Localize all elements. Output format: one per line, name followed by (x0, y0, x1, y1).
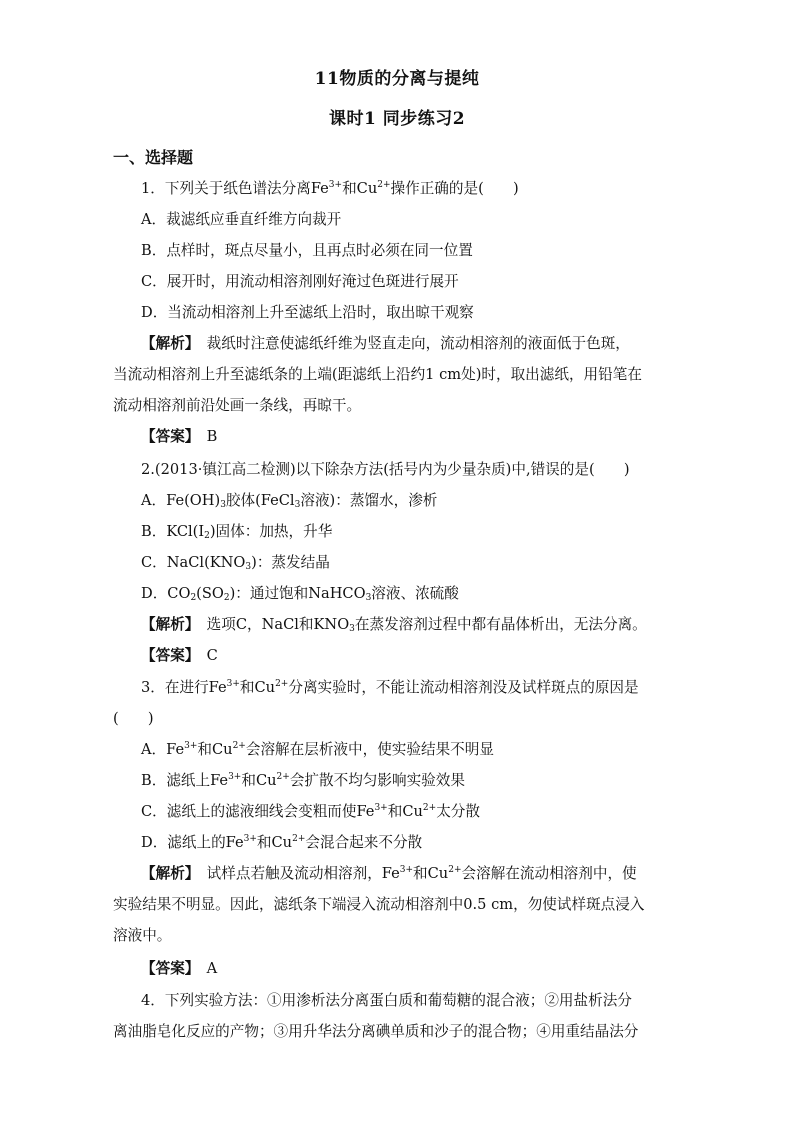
q3-analysis-line3: 溶液中。 (113, 927, 172, 944)
q3-answer-tag: 【答案】 (141, 960, 193, 977)
section-heading: 一、选择题 (113, 148, 194, 167)
q2-option-d: D．$CO_2(SO_2)$：通过饱和NaHCO$_3$溶液、浓硫酸 (141, 585, 459, 603)
q1-stem: 1．下列关于纸色谱法分离$Fe^{3+}$和$Cu^{2+}$操作正确的是( ) (141, 180, 519, 197)
q2-analysis-tag: 【解析】 (141, 616, 193, 633)
document-subtitle: 课时1 同步练习2 (328, 109, 466, 129)
q2-analysis: 【解析】 选项C，NaCl和$KNO_3$在蒸发溶剂过程中都有晶体析出，无法分离。 (141, 616, 647, 634)
q1-analysis-line2: 当流动相溶剂上升至滤纸条的上端(距滤纸上沿约1 cm处)时，取出滤纸，用铅笔在 (113, 366, 642, 383)
q3-option-d: D．滤纸上的$Fe^{3+}$和$Cu^{2+}$会混合起来不分散 (141, 834, 423, 851)
q3-answer: 【答案】 A (141, 960, 218, 977)
q3-stem-line2: ( ) (113, 710, 154, 727)
q2-stem: 2.(2013·镇江高二检测)以下除杂方法(括号内为少量杂质)中,错误的是( ) (141, 461, 630, 478)
q4-stem-line1: 4．下列实验方法：①用渗析法分离蛋白质和葡萄糖的混合液；②用盐析法分 (141, 992, 632, 1009)
q3-analysis-tag: 【解析】 (141, 865, 193, 882)
q3-stem: 3．在进行$Fe^{3+}$和$Cu^{2+}$分离实验时，不能让流动相溶剂没及试样斑点的原因是 (141, 679, 639, 696)
q1-analysis-line1: 【解析】 裁纸时注意使滤纸纤维为竖直走向，流动相溶剂的液面低于色斑， (141, 335, 630, 352)
q3-option-c: C．滤纸上的滤液细线会变粗而使$Fe^{3+}$和$Cu^{2+}$太分散 (141, 803, 480, 820)
q1-option-d: D．当流动相溶剂上升至滤纸上沿时，取出晾干观察 (141, 304, 474, 321)
q1-option-a: A．裁滤纸应垂直纤维方向裁开 (141, 211, 342, 228)
q1-analysis-tag: 【解析】 (141, 335, 193, 352)
q1-option-b: B．点样时，斑点尽量小，且再点时必须在同一位置 (141, 242, 473, 259)
q2-option-b: B．$KCl(I_2)$固体：加热，升华 (141, 523, 333, 541)
q4-stem-line2: 离油脂皂化反应的产物；③用升华法分离碘单质和沙子的混合物；④用重结晶法分 (113, 1023, 639, 1040)
document-title: 11物质的分离与提纯 (314, 69, 480, 89)
q3-option-a: A．$Fe^{3+}$和$Cu^{2+}$会溶解在层析液中，使实验结果不明显 (141, 741, 494, 758)
q1-answer-tag: 【答案】 (141, 428, 193, 445)
q2-option-c: C．$NaCl(KNO_3)$：蒸发结晶 (141, 554, 330, 572)
q2-option-a: A．$Fe(OH)_3$胶体(FeCl$_3$溶液)：蒸馏水，渗析 (141, 492, 438, 510)
q3-analysis-line2: 实验结果不明显。因此，滤纸条下端浸入流动相溶剂中0.5 cm，勿使试样斑点浸入 (113, 896, 645, 913)
q1-option-c: C．展开时，用流动相溶剂刚好淹过色斑进行展开 (141, 273, 459, 290)
q1-answer: 【答案】 B (141, 428, 218, 445)
q3-option-b: B．滤纸上$Fe^{3+}$和$Cu^{2+}$会扩散不均匀影响实验效果 (141, 772, 465, 789)
q3-analysis-line1: 【解析】 试样点若触及流动相溶剂，$Fe^{3+}$和$Cu^{2+}$会溶解在流动相溶剂中，使 (141, 865, 637, 882)
q2-answer: 【答案】 C (141, 647, 218, 664)
q1-analysis-line3: 流动相溶剂前沿处画一条线，再晾干。 (113, 397, 362, 414)
q2-answer-tag: 【答案】 (141, 647, 193, 664)
